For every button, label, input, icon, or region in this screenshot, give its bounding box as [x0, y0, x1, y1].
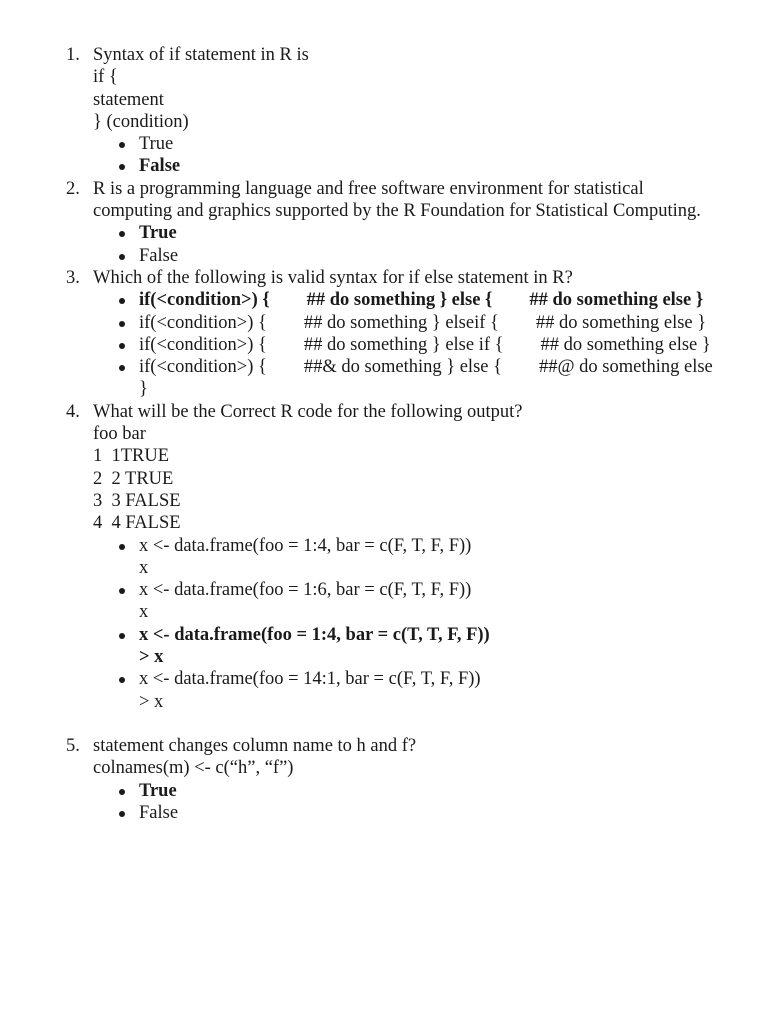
correct-answer-text: True: [139, 780, 177, 801]
question-text-line: colnames(m) <- c(“h”, “f”): [93, 758, 294, 779]
bullet-icon: [119, 343, 125, 349]
question-2: [66, 178, 716, 267]
bullet-icon: [119, 588, 125, 594]
correct-answer-text: False: [139, 156, 181, 177]
answer-option: [93, 245, 716, 267]
answer-option: [93, 780, 716, 802]
question-number: 5.: [66, 735, 80, 756]
answer-text: False: [139, 245, 179, 266]
question-text-line: } (condition): [93, 111, 189, 132]
question-text-line: 1 1TRUE: [93, 446, 170, 467]
question-5: [66, 735, 716, 824]
answer-option: [93, 289, 716, 311]
question-4: [66, 401, 716, 713]
answer-option: [93, 133, 716, 155]
question-number: 3.: [66, 267, 80, 288]
bullet-icon: [119, 811, 125, 817]
bullet-icon: [119, 254, 125, 260]
question-text-line: Syntax of if statement in R is: [93, 45, 309, 65]
answer-text: True: [139, 134, 174, 155]
answer-text: False: [139, 802, 179, 823]
question-text-line: 4 4 FALSE: [93, 513, 181, 534]
bullet-icon: [119, 677, 125, 683]
answer-option: [93, 334, 716, 356]
question-1: [66, 44, 716, 178]
bullet-icon: [119, 298, 125, 304]
bullet-icon: [119, 633, 125, 639]
bullet-icon: [119, 789, 125, 795]
answer-text: if(<condition>) { ##& do something } else { ##@ do something else }: [139, 357, 718, 400]
answer-option: [93, 535, 716, 580]
answer-text: x <- data.frame(foo = 14:1, bar = c(F, T, F, F)) > x: [139, 669, 481, 712]
answer-text: if(<condition>) { ## do something } elseif { ## do something else }: [139, 312, 707, 333]
question-text-line: 3 3 FALSE: [93, 490, 181, 511]
bullet-icon: [119, 544, 125, 550]
question-text-line: foo bar: [93, 424, 146, 445]
question-text-line: What will be the Correct R code for the following output?: [93, 401, 523, 422]
answer-text: x <- data.frame(foo = 1:6, bar = c(F, T, F, F)) x: [139, 580, 472, 623]
correct-answer-text: True: [139, 223, 177, 244]
question-text-line: 2 2 TRUE: [93, 468, 174, 489]
answer-option: [93, 222, 716, 244]
question-text-line: if {: [93, 67, 118, 88]
quiz-document: [66, 44, 716, 824]
answer-option: [93, 668, 716, 713]
bullet-icon: [119, 321, 125, 327]
question-number: 1.: [66, 45, 80, 65]
correct-answer-text: if(<condition>) { ## do something } else { ## do something else }: [139, 290, 704, 311]
bullet-icon: [119, 142, 125, 148]
answer-option: [93, 579, 716, 624]
question-text-line: R is a programming language and free software environment for statistical computing and graphics supported by the R Foundation for Statistical Computing.: [93, 178, 701, 222]
question-text-line: statement changes column name to h and f?: [93, 735, 417, 756]
blank-line: [66, 713, 716, 735]
question-3: [66, 267, 716, 401]
answer-text: x <- data.frame(foo = 1:4, bar = c(F, T, F, F)) x: [139, 535, 472, 578]
answer-option: [93, 624, 716, 669]
bullet-icon: [119, 231, 125, 237]
answer-text: if(<condition>) { ## do something } else if { ## do something else }: [139, 334, 711, 355]
question-text-line: statement: [93, 89, 164, 110]
question-number: 2.: [66, 178, 80, 199]
bullet-icon: [119, 365, 125, 371]
question-text-line: Which of the following is valid syntax for if else statement in R?: [93, 267, 573, 288]
bullet-icon: [119, 164, 125, 170]
answer-option: [93, 356, 716, 401]
question-number: 4.: [66, 401, 80, 422]
answer-option: [93, 312, 716, 334]
correct-answer-text: x <- data.frame(foo = 1:4, bar = c(T, T, F, F)) > x: [139, 624, 490, 668]
answer-option: [93, 155, 716, 177]
answer-option: [93, 802, 716, 824]
